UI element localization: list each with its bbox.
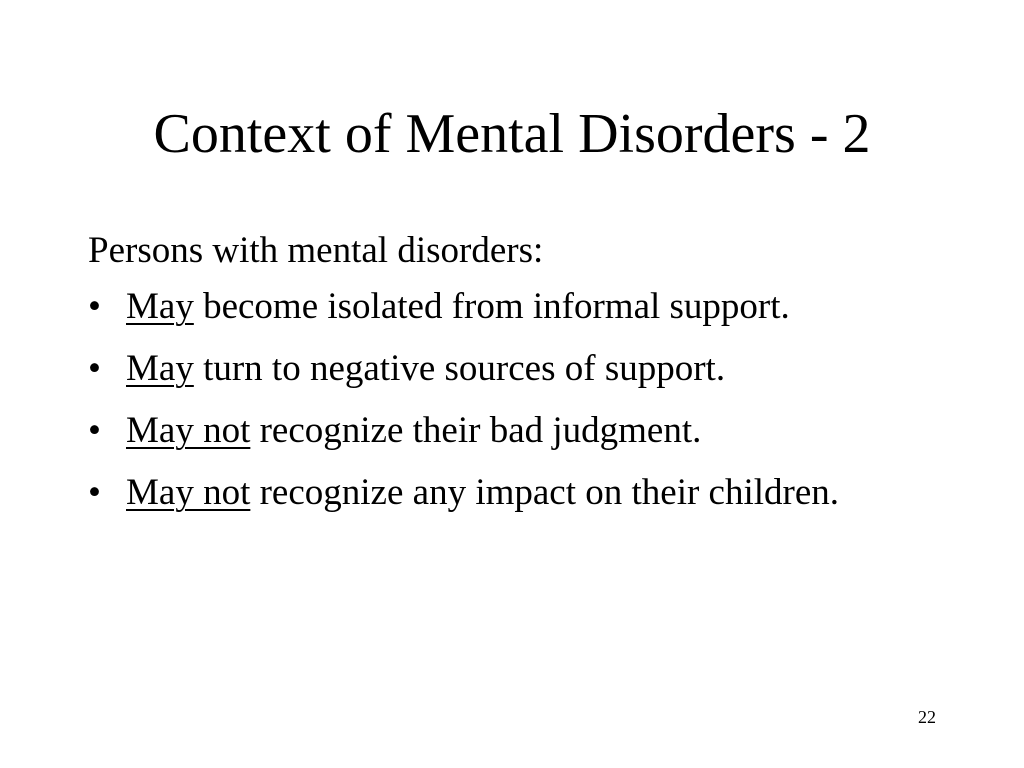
- bullet-dot-icon: •: [88, 286, 101, 327]
- bullet-text: turn to negative sources of support.: [193, 348, 726, 389]
- bullet-emphasis: May: [126, 286, 194, 327]
- bullet-item: [88, 470, 908, 516]
- bullet-text: recognize any impact on their children.: [250, 472, 840, 513]
- bullet-item: [88, 346, 908, 392]
- bullet-emphasis: May: [126, 348, 194, 389]
- bullet-emphasis: May not: [126, 410, 251, 451]
- bullet-text: recognize their bad judgment.: [250, 410, 702, 451]
- intro-text: Persons with mental disorders:: [88, 230, 544, 271]
- bullet-list: [88, 284, 908, 516]
- slide-title: Context of Mental Disorders - 2: [153, 103, 871, 165]
- bullet-emphasis: May not: [126, 472, 251, 513]
- bullet-text: become isolated from informal support.: [193, 286, 790, 327]
- bullet-dot-icon: •: [88, 348, 101, 389]
- slide-body: [88, 228, 908, 532]
- bullet-item: [88, 284, 908, 330]
- bullet-dot-icon: •: [88, 410, 101, 451]
- page-number: 22: [918, 707, 936, 727]
- bullet-dot-icon: •: [88, 472, 101, 513]
- bullet-item: [88, 408, 908, 454]
